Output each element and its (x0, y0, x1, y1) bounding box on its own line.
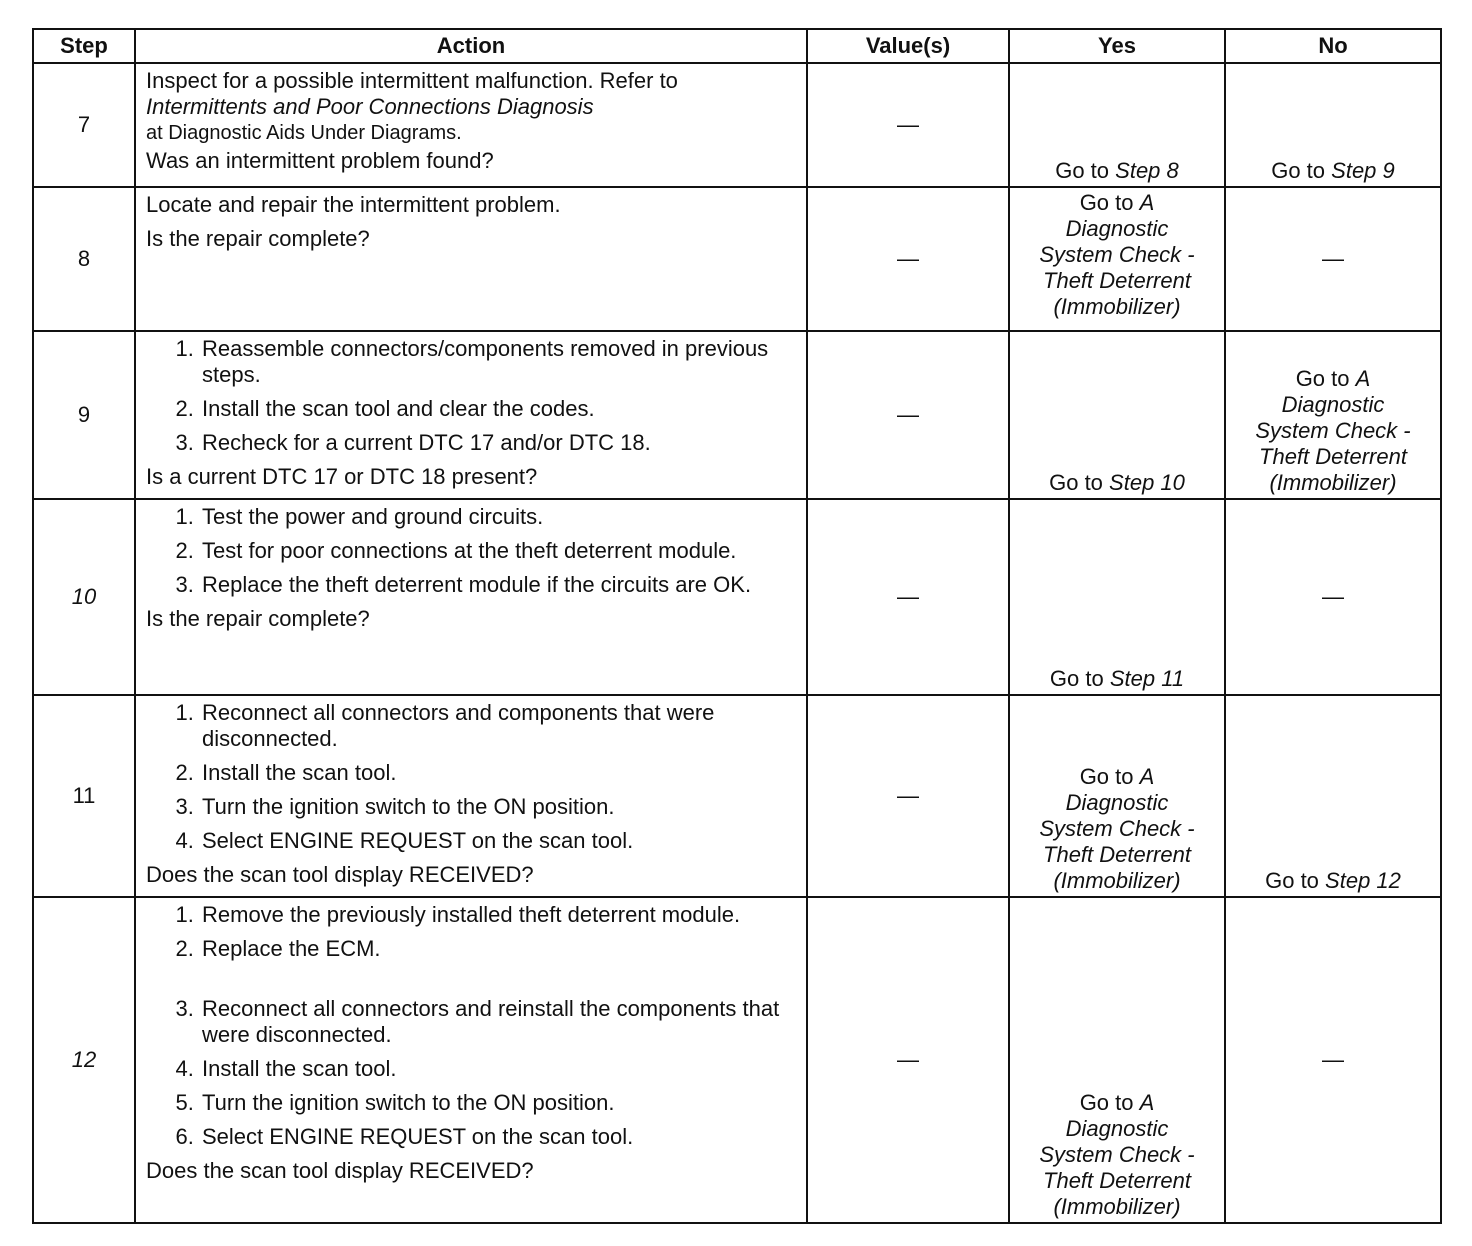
question-text: Is the repair complete? (146, 606, 370, 631)
table-row (33, 897, 1441, 1223)
reference-location: at Diagnostic Aids Under Diagrams. (146, 122, 462, 144)
no-cell (1225, 63, 1441, 187)
question-text: Does the scan tool display RECEIVED? (146, 862, 534, 887)
list-item: 1. Remove the previously installed theft deterrent module. (200, 902, 798, 928)
dash: — (897, 584, 919, 609)
table-row (33, 695, 1441, 897)
list-item: 5. Turn the ignition switch to the ON position. (200, 1090, 798, 1116)
table-row (33, 331, 1441, 499)
list-item: 6. Select ENGINE REQUEST on the scan tool. (200, 1124, 798, 1150)
goto-step-9: Go to Step 9 (1271, 158, 1395, 183)
procedure-list (146, 902, 798, 1150)
dash: — (897, 112, 919, 137)
goto-diagnostic-system-check: Go to A (1295, 366, 1371, 391)
list-item: 3. Replace the theft deterrent module if the circuits are OK. (200, 572, 798, 598)
no-cell (1225, 695, 1441, 897)
yes-cell (1009, 331, 1225, 499)
step-number: 9 (33, 331, 135, 499)
goto-step-10: Go to Step 10 (1049, 470, 1185, 495)
yes-cell (1009, 499, 1225, 695)
dash: — (897, 783, 919, 808)
step-number: 11 (33, 695, 135, 897)
header-yes: Yes (1009, 29, 1225, 63)
header-no: No (1225, 29, 1441, 63)
list-item: 2. Test for poor connections at the theft deterrent module. (200, 538, 798, 564)
header-row (33, 29, 1441, 63)
question-text: Was an intermittent problem found? (146, 148, 494, 173)
value-cell (807, 897, 1009, 1223)
goto-step-8: Go to Step 8 (1055, 158, 1179, 183)
list-item: 4. Select ENGINE REQUEST on the scan tool. (200, 828, 798, 854)
list-item: 1. Test the power and ground circuits. (200, 504, 798, 530)
procedure-list (146, 336, 798, 456)
list-item: 3. Turn the ignition switch to the ON position. (200, 794, 798, 820)
list-item: 2. Install the scan tool and clear the codes. (200, 396, 798, 422)
step-number: 10 (33, 499, 135, 695)
header-values: Value(s) (807, 29, 1009, 63)
question-text: Is a current DTC 17 or DTC 18 present? (146, 464, 538, 489)
value-cell (807, 63, 1009, 187)
action-cell (135, 499, 807, 695)
action-cell (135, 187, 807, 331)
list-item: 4. Install the scan tool. (200, 1056, 798, 1082)
list-item: 3. Recheck for a current DTC 17 and/or DTC 18. (200, 430, 798, 456)
step-number: 7 (33, 63, 135, 187)
yes-cell: Go to A Diagnostic System Check - Theft Deterrent (Immobilizer) (1009, 897, 1225, 1223)
no-cell (1225, 187, 1441, 331)
value-cell (807, 331, 1009, 499)
yes-cell (1009, 63, 1225, 187)
list-item: 1. Reassemble connectors/components removed in previous steps. (200, 336, 798, 388)
procedure-list (146, 700, 798, 854)
dash: — (1322, 246, 1344, 271)
list-item: 2. Install the scan tool. (200, 760, 798, 786)
header-step: Step (33, 29, 135, 63)
table-row (33, 187, 1441, 331)
action-text: Inspect for a possible intermittent malfunction. Refer to (146, 68, 678, 93)
goto-step-11: Go to Step 11 (1049, 666, 1185, 691)
header-action: Action (135, 29, 807, 63)
list-item: 3. Reconnect all connectors and reinstall the components that were disconnected. (200, 996, 798, 1048)
question-text: Is the repair complete? (146, 226, 370, 251)
value-cell (807, 187, 1009, 331)
list-item: 2. Replace the ECM. (200, 936, 798, 962)
action-cell (135, 695, 807, 897)
dash: — (897, 402, 919, 427)
no-cell: Go to A Diagnostic System Check - Theft Deterrent (Immobilizer) (1225, 331, 1441, 499)
list-item: 1. Reconnect all connectors and components that were disconnected. (200, 700, 798, 752)
dash: — (897, 246, 919, 271)
dash: — (897, 1047, 919, 1072)
reference-title: Intermittents and Poor Connections Diagnosis (146, 94, 594, 119)
goto-diagnostic-system-check: Go to A (1079, 1090, 1155, 1115)
goto-diagnostic-system-check: Go to A (1079, 764, 1155, 789)
no-cell (1225, 897, 1441, 1223)
table-row (33, 63, 1441, 187)
action-cell (135, 331, 807, 499)
dash: — (1322, 1047, 1344, 1072)
table-row (33, 499, 1441, 695)
no-cell (1225, 499, 1441, 695)
step-number: 8 (33, 187, 135, 331)
step-number: 12 (33, 897, 135, 1223)
action-text: Locate and repair the intermittent problem. (146, 192, 561, 217)
value-cell (807, 695, 1009, 897)
dash: — (1322, 584, 1344, 609)
question-text: Does the scan tool display RECEIVED? (146, 1158, 534, 1183)
value-cell (807, 499, 1009, 695)
action-cell (135, 897, 807, 1223)
yes-cell: Go to A Diagnostic System Check - Theft Deterrent (Immobilizer) (1009, 187, 1225, 331)
goto-step-12: Go to Step 12 (1265, 868, 1401, 893)
goto-diagnostic-system-check: Go to A (1079, 190, 1155, 215)
procedure-list (146, 504, 798, 598)
yes-cell: Go to A Diagnostic System Check - Theft Deterrent (Immobilizer) (1009, 695, 1225, 897)
diagnostic-table (32, 28, 1442, 1224)
action-cell (135, 63, 807, 187)
